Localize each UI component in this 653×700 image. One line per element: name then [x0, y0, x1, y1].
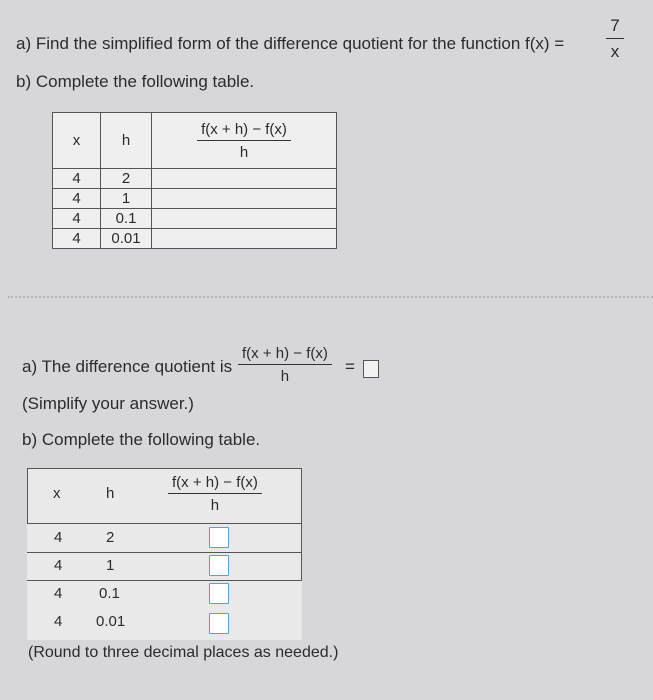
equals-sign: = [345, 357, 355, 376]
answer-dq-fraction: f(x + h) − f(x) h [238, 345, 332, 385]
table-row: 4 0.01 [53, 229, 337, 249]
table-header-x: x [53, 113, 101, 169]
problem-part-a-text: a) Find the simplified form of the difference quotient for the function f(x) = [16, 34, 565, 53]
function-denominator: x [610, 42, 620, 61]
table-row: 4 1 [53, 189, 337, 209]
answer-part-b-text: b) Complete the following table. [22, 430, 261, 449]
row4-x: 4 [54, 613, 63, 630]
row2-answer-input[interactable] [209, 555, 229, 576]
row4-h: 0.01 [96, 613, 126, 630]
table-row: 4 0.1 [53, 209, 337, 229]
table-header-h: h [106, 485, 115, 502]
row3-x: 4 [54, 585, 63, 602]
problem-part-a [16, 34, 564, 54]
row2-x: 4 [54, 557, 63, 574]
table-header-x: x [53, 485, 61, 502]
row1-x: 4 [54, 529, 63, 546]
table-header-dq: f(x + h) − f(x) h [168, 474, 262, 514]
simplify-note: (Simplify your answer.) [22, 394, 194, 413]
problem-part-b: b) Complete the following table. [16, 72, 255, 91]
problem-table [52, 112, 337, 249]
section-divider [8, 296, 653, 298]
row1-h: 2 [106, 529, 115, 546]
row2-h: 1 [106, 557, 115, 574]
answer-table [27, 468, 302, 640]
table-header-dq: $\frac{f(x + h) - f(x)}{h}$ [152, 113, 337, 169]
round-note: (Round to three decimal places as needed.) [28, 644, 339, 661]
row4-answer-input[interactable] [209, 613, 229, 634]
row1-answer-input[interactable] [209, 527, 229, 548]
row3-answer-input[interactable] [209, 583, 229, 604]
difference-quotient-input[interactable] [363, 360, 379, 378]
table-row: 4 2 [53, 169, 337, 189]
function-numerator: 7 [610, 16, 620, 35]
answer-part-a-text: a) The difference quotient is [22, 357, 233, 376]
function-fraction [606, 16, 624, 62]
row3-h: 0.1 [99, 585, 120, 602]
table-header-h: h [101, 113, 152, 169]
